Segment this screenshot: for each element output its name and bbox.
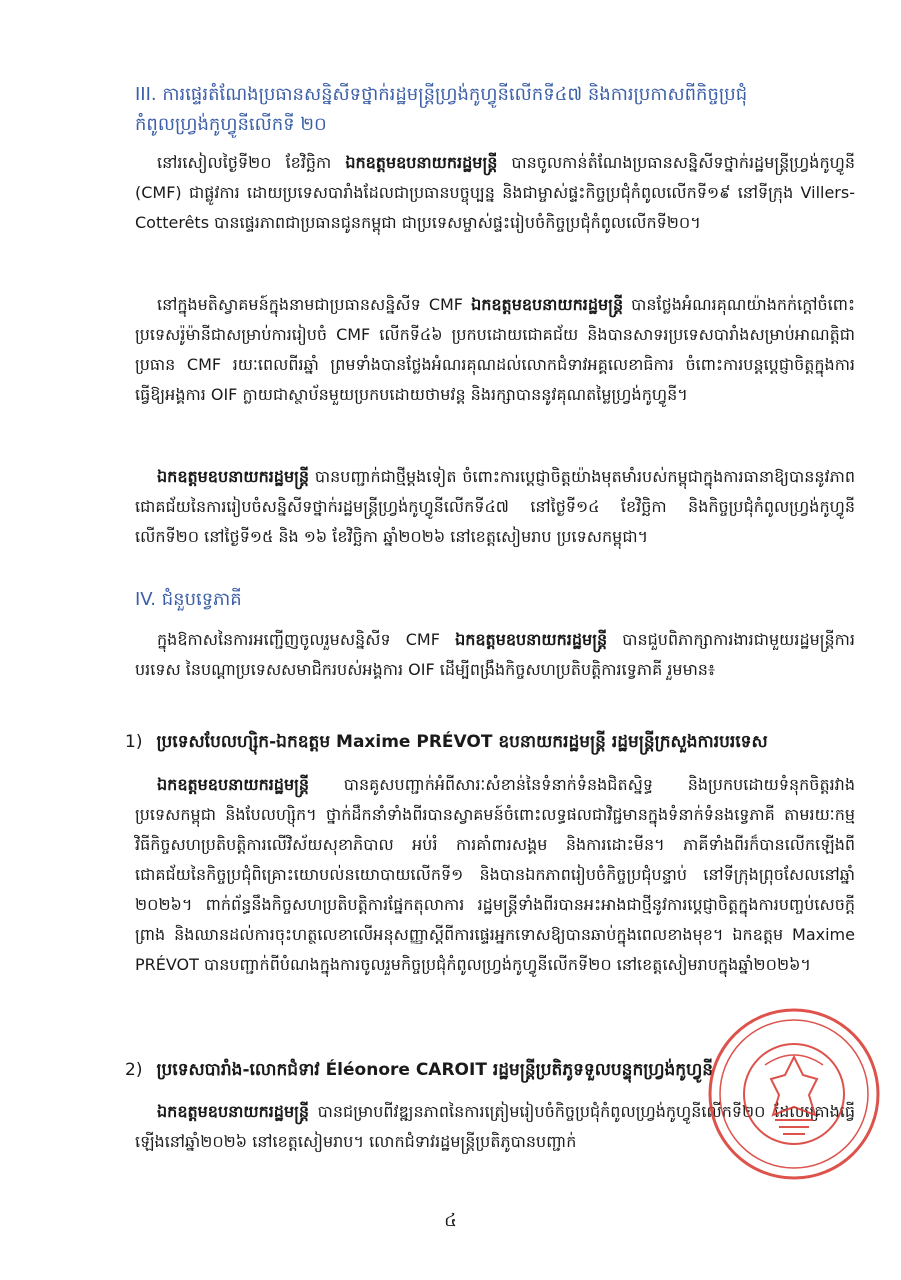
paragraph-text: បានចូលកាន់តំណែងប្រធានសន្និសីទថ្នាក់រដ្ឋមន្ត្រីហ្វ្រង់កូហ្វូនី (CMF) ជាផ្លូវការ ដោយប្រទេសបារាំងដែលជាប្រធានបច្ចុប្បន្ន និងជាម្ចាស់ផ្ទះកិច្ចប្រជុំកំពូលលើកទី១៩ នៅទីក្រុង Villers-Cotterêts បានផ្ទេរភាពជាប្រធានជូនកម្ពុជា ជាប្រទេសម្ចាស់ផ្ទះរៀបចំកិច្ចប្រជុំកំពូលលើកទី២០។ [135, 153, 855, 232]
paragraph-text: បានបញ្ជាក់ជាថ្មីម្ដងទៀត ចំពោះការប្ដេជ្ញាចិត្តយ៉ាងមុតមាំរបស់កម្ពុជាក្នុងការធានាឱ្យបាននូវភាពជោគជ័យនៃការរៀបចំសន្និសីទថ្នាក់រដ្ឋមន្ត្រីហ្វ្រង់កូហ្វូនីលើកទី៤៧ នៅថ្ងៃទី១៤ ខែវិច្ឆិកា និងកិច្ចប្រជុំកំពូលហ្វ្រង់កូហ្វូនីលើកទី២០ នៅថ្ងៃទី១៥ និង ១៦ ខែវិច្ឆិកា ឆ្នាំ២០២៦ នៅខេត្តសៀមរាប ប្រទេសកម្ពុជា។ [135, 467, 855, 546]
section-3-paragraph-1 [135, 148, 855, 238]
paragraph-text: បានថ្លែងអំណរគុណយ៉ាងកក់ក្ដៅចំពោះប្រទេសរ៉ូម៉ានីជាសម្រាប់ការរៀបចំ CMF លើកទី៤៦ ប្រកបដោយជោគជ័យ និងបានសាទរប្រទេសបារាំងសម្រាប់អាណត្តិជាប្រធាន CMF រយៈពេលពីរឆ្នាំ ព្រមទាំងបានថ្លែងអំណរគុណដល់លោកជំទាវអគ្គលេខាធិការ ចំពោះការបន្តប្ដេជ្ញាចិត្តក្នុងការធ្វើឱ្យអង្គការ OIF ក្លាយជាស្ថាប័នមួយប្រកបដោយថាមវន្ត និងរក្សាបាននូវគុណតម្លៃហ្វ្រង់កូហ្វូនី។ [135, 295, 855, 404]
paragraph-text: ក្នុងឱកាសនៃការអញ្ជើញចូលរួមសន្និសីទ CMF [157, 630, 456, 649]
paragraph-text [135, 467, 157, 486]
paragraph-text [135, 1102, 157, 1121]
official-seal-icon [705, 1005, 883, 1183]
section-4-paragraph-2 [135, 770, 855, 980]
paragraph-lead: ឯកឧត្តមឧបនាយករដ្ឋមន្ត្រី [157, 467, 310, 486]
paragraph-lead: ឯកឧត្តមឧបនាយករដ្ឋមន្ត្រី [471, 295, 624, 314]
item-number: 1) [125, 732, 143, 752]
section-3-heading: III. ការផ្ទេរតំណែងប្រធានសន្និសីទថ្នាក់រដ្ឋមន្ត្រីហ្វ្រង់កូហ្វូនីលើកទី៤៧ និងការប្រកាសពីកិច្ចប្រជុំកំពូលហ្វ្រង់កូហ្វូនីលើកទី ២០ [135, 84, 748, 135]
item-number: 2) [125, 1060, 143, 1080]
section-4-heading: IV. ជំនួបទ្វេភាគី [135, 589, 242, 610]
page-number: ៤ [444, 1210, 457, 1231]
meeting-item-1 [125, 727, 865, 757]
section-3-paragraph-2 [135, 290, 855, 410]
paragraph-lead: ឯកឧត្តមឧបនាយករដ្ឋមន្ត្រី [157, 1102, 310, 1121]
paragraph-text [135, 775, 157, 794]
paragraph-lead: ឯកឧត្តមឧបនាយករដ្ឋមន្ត្រី [157, 775, 310, 794]
item-title: ប្រទេសបារាំង-លោកជំទាវ Éléonore CAROIT រដ្ឋមន្ត្រីប្រតិភូទទួលបន្ទុកហ្វ្រង់កូហ្វូនី [156, 1060, 714, 1080]
paragraph-text: បានជម្រាបពីវឌ្ឍនភាពនៃការត្រៀមរៀបចំកិច្ចប្រជុំកំពូលហ្វ្រង់កូហ្វូនីលើកទី២០ ដែលគ្រោងធ្វើឡើងនៅឆ្នាំ២០២៦ នៅខេត្តសៀមរាប។ លោកជំទាវរដ្ឋមន្ត្រីប្រតិភូបានបញ្ជាក់ [135, 1102, 855, 1151]
paragraph-text: បានជួបពិភាក្សាការងារជាមួយរដ្ឋមន្ត្រីការបរទេស នៃបណ្ដាប្រទេសសមាជិករបស់អង្គការ OIF ដើម្បីពង្រឹងកិច្ចសហប្រតិបត្តិការទ្វេភាគី រួមមាន៖ [135, 630, 855, 679]
paragraph-text: បានគូសបញ្ជាក់អំពីសារៈសំខាន់នៃទំនាក់ទំនងជិតស្និទ្ធ និងប្រកបដោយទំនុកចិត្តរវាងប្រទេសកម្ពុជា និងបែលហ្ស៊ិក។ ថ្នាក់ដឹកនាំទាំងពីរបានស្វាគមន៍ចំពោះលទ្ធផលជាវិជ្ជមានក្នុងទំនាក់ទំនងទ្វេភាគី តាមរយៈកម្មវិធីកិច្ចសហប្រតិបត្តិការលើវិស័យសុខាភិបាល អប់រំ ការគាំពារសង្គម និងការដោះមីន។ ភាគីទាំងពីរក៏បានលើកឡើងពីជោគជ័យនៃកិច្ចប្រជុំពិគ្រោះយោបល់នយោបាយលើកទី១ និងបានឯកភាពរៀបចំកិច្ចប្រជុំបន្ទាប់ នៅទីក្រុងព្រុចសែលនៅឆ្នាំ ២០២៦។ ពាក់ព័ន្ធនឹងកិច្ចសហប្រតិបត្តិការផ្នែកតុលាការ រដ្ឋមន្ត្រីទាំងពីរបានអះអាងជាថ្មីនូវការប្ដេជ្ញាចិត្តក្នុងការបញ្ចប់សេចក្ដីព្រាង និងឈានដល់ការចុះហត្ថលេខាលើអនុសញ្ញាស្ដីពីការផ្ទេរអ្នកទោសឱ្យបានឆាប់ក្នុងពេលខាងមុខ។ ឯកឧត្តម Maxime PRÉVOT បានបញ្ជាក់ពីបំណងក្នុងការចូលរួមកិច្ចប្រជុំកំពូលហ្វ្រង់កូហ្វូនីលើកទី២០ នៅខេត្តសៀមរាបក្នុងឆ្នាំ២០២៦។ [135, 775, 855, 974]
item-title: ប្រទេសបែលហ្ស៊ិក-ឯកឧត្តម Maxime PRÉVOT ឧបនាយករដ្ឋមន្ត្រី រដ្ឋមន្ត្រីក្រសួងការបរទេស [156, 732, 768, 752]
section-3-paragraph-3 [135, 462, 855, 552]
paragraph-lead: ឯកឧត្តមឧបនាយករដ្ឋមន្ត្រី [345, 153, 498, 172]
section-4-paragraph-1 [135, 625, 855, 685]
paragraph-lead: ឯកឧត្តមឧបនាយករដ្ឋមន្ត្រី [455, 630, 608, 649]
paragraph-text: នៅរសៀលថ្ងៃទី២០ ខែវិច្ឆិកា [157, 153, 346, 172]
paragraph-text: នៅក្នុងមតិស្វាគមន៍ក្នុងនាមជាប្រធានសន្និសីទ CMF [157, 295, 472, 314]
